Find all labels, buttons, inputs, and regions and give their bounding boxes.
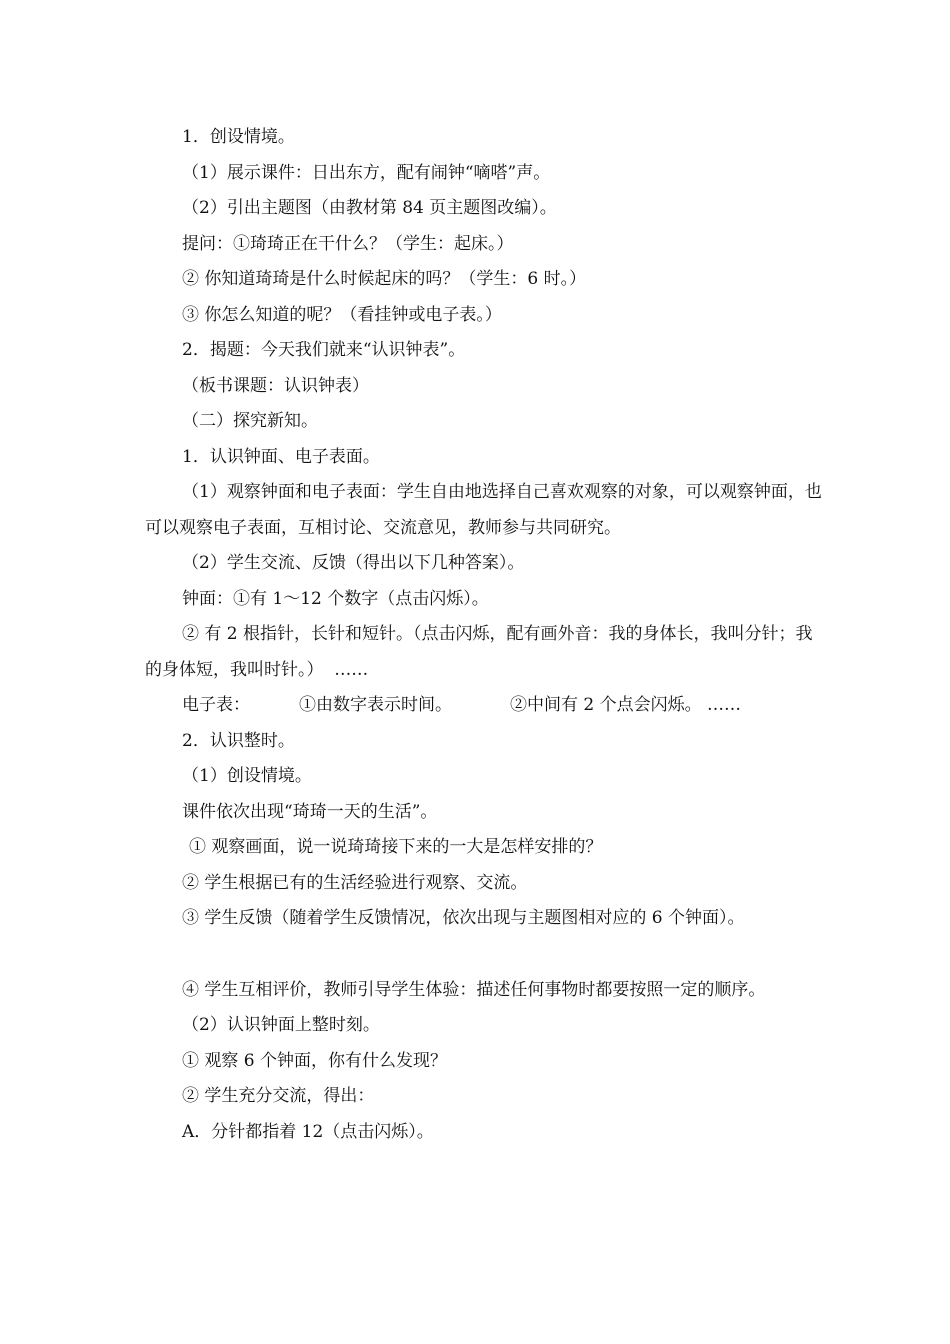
paragraph: （2）学生交流、反馈（得出以下几种答案）。 [182, 553, 525, 573]
section-clock-face: 1．认识钟面、电子表面。 [182, 446, 380, 467]
paragraph: ① 观察画面，说一说琦琦接下来的一大是怎样安排的？ [189, 837, 603, 857]
section-reveal-topic: 2．揭题：今天我们就来“认识钟表”。 [182, 340, 466, 360]
lesson-text [145, 120, 825, 1150]
section-create-scene: 1．创设情境。 [182, 127, 295, 147]
paragraph: （1）展示课件：日出东方，配有闹钟“嘀嗒”声。 [182, 162, 551, 183]
paragraph: 提问：①琦琦正在干什么？（学生：起床。） [182, 233, 514, 254]
digital-watch-item-1: ①由数字表示时间。 [299, 695, 452, 715]
paragraph: A．分针都指着 12（点击闪烁）。 [182, 1121, 434, 1142]
paragraph: ② 你知道琦琦是什么时候起床的吗？（学生：6 时。） [182, 269, 587, 289]
paragraph: ④ 学生互相评价，教师引导学生体验：描述任何事物时都要按照一定的顺序。 [182, 979, 766, 1000]
paragraph: 钟面：①有 1～12 个数字（点击闪烁）。 [182, 588, 489, 609]
paragraph: ③ 学生反馈（随着学生反馈情况，依次出现与主题图相对应的 6 个钟面）。 [182, 908, 745, 928]
paragraph: （板书课题：认识钟表） [182, 375, 369, 396]
paragraph: （1）创设情境。 [182, 766, 312, 786]
paragraph: ③ 你怎么知道的呢？（看挂钟或电子表。） [182, 304, 502, 325]
paragraph: ② 学生充分交流，得出： [182, 1086, 375, 1106]
section-explore: （二）探究新知。 [182, 411, 318, 431]
paragraph: 课件依次出现“琦琦一天的生活”。 [182, 801, 438, 822]
blank-line [145, 937, 825, 973]
digital-watch-row [145, 688, 825, 724]
paragraph: （2）引出主题图（由教材第 84 页主题图改编）。 [182, 198, 557, 218]
paragraph: （1）观察钟面和电子表面：学生自由地选择自己喜欢观察的对象，可以观察钟面，也可以观察电子表面，互相讨论、交流意见，教师参与共同研究。 [145, 482, 822, 538]
paragraph: ② 有 2 根指针，长针和短针。（点击闪烁，配有画外音：我的身体长，我叫分针；我的身体短，我叫时针。） …… [145, 624, 813, 680]
paragraph: ① 观察 6 个钟面，你有什么发现？ [182, 1050, 448, 1071]
section-whole-hour: 2．认识整时。 [182, 730, 295, 751]
digital-watch-label: 电子表： [182, 695, 250, 715]
paragraph: （2）认识钟面上整时刻。 [182, 1015, 380, 1035]
digital-watch-item-2: ②中间有 2 个点会闪烁。 …… [510, 695, 742, 715]
paragraph: ② 学生根据已有的生活经验进行观察、交流。 [182, 872, 528, 893]
